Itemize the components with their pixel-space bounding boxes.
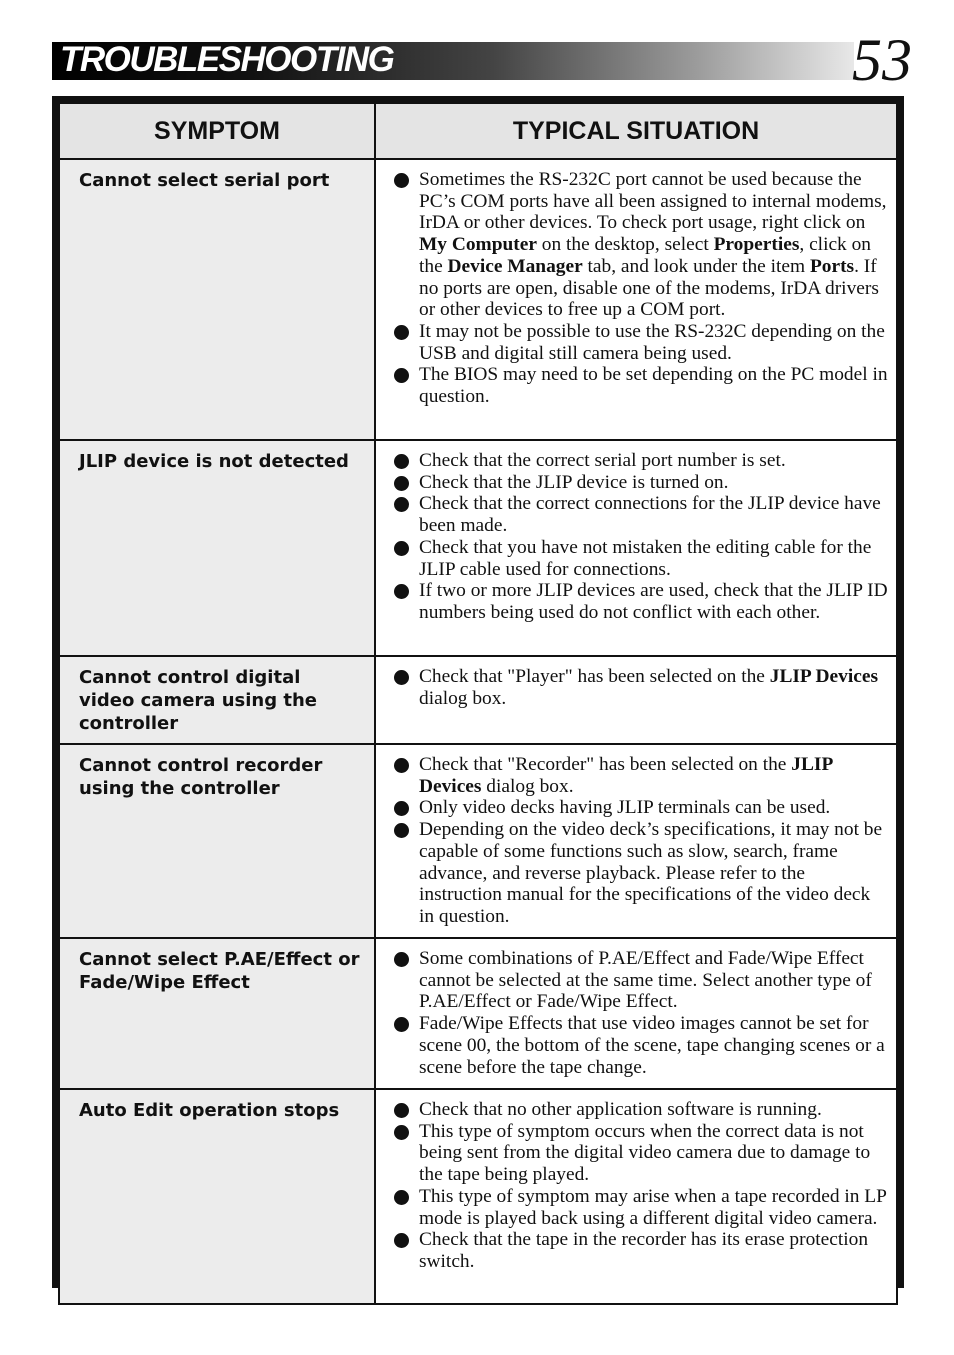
situation-text: . If no ports are open, disable one of the modems, IrDA drivers or other devices to free up a COM port.	[419, 255, 879, 321]
bold-term: Device Manager	[447, 255, 583, 277]
situation-text: dialog box.	[481, 775, 574, 797]
situation-item	[392, 580, 888, 623]
table-row	[59, 1089, 897, 1304]
situation-text: Check that you have not mistaken the editing cable for the JLIP cable used for connections.	[419, 536, 872, 580]
situation-list	[392, 948, 888, 1078]
symptom-cell: Cannot control recorder using the controller	[59, 744, 375, 938]
situation-item	[392, 1013, 888, 1078]
situation-item	[392, 754, 888, 797]
situation-item	[392, 1229, 888, 1272]
bullet-icon	[394, 497, 409, 512]
situation-text: The BIOS may need to be set depending on the PC model in question.	[419, 364, 888, 408]
bullet-icon	[394, 368, 409, 383]
situation-text: on the desktop, select	[536, 234, 714, 256]
situation-text: Check that the tape in the recorder has its erase protection switch.	[419, 1229, 869, 1272]
situation-text: Check that "Recorder" has been selected on the	[419, 754, 792, 775]
situation-item	[392, 450, 888, 472]
situation-item	[392, 493, 888, 536]
bullet-icon	[394, 1190, 409, 1205]
situation-column-header: TYPICAL SITUATION	[375, 103, 897, 159]
situation-cell	[375, 159, 897, 440]
situation-text: This type of symptom occurs when the correct data is not being sent from the digital video camera due to damage to the tape being played.	[419, 1120, 871, 1186]
situation-item	[392, 364, 888, 407]
troubleshooting-table-frame	[52, 96, 904, 1288]
bullet-icon	[394, 823, 409, 838]
situation-list	[392, 169, 888, 408]
table-header-row	[59, 103, 897, 159]
bullet-icon	[394, 476, 409, 491]
situation-item	[392, 169, 888, 321]
bullet-icon	[394, 758, 409, 773]
bullet-icon	[394, 541, 409, 556]
situation-text: tab, and look under the item	[582, 255, 810, 277]
situation-item	[392, 1099, 888, 1121]
page-number: 53	[852, 27, 912, 93]
situation-cell	[375, 440, 897, 656]
bullet-icon	[394, 952, 409, 967]
situation-item	[392, 472, 888, 494]
table-row	[59, 656, 897, 744]
situation-text: Fade/Wipe Effects that use video images cannot be set for scene 00, the bottom of the scene, tape changing scenes or a scene before the tape change.	[419, 1013, 885, 1078]
bullet-icon	[394, 325, 409, 340]
situation-item	[392, 537, 888, 580]
bold-term: JLIP Devices	[769, 666, 878, 687]
bold-term: Properties	[713, 234, 800, 256]
situation-item	[392, 321, 888, 364]
symptom-cell: Cannot control digital video camera using the controller	[59, 656, 375, 744]
situation-item	[392, 819, 888, 928]
bullet-icon	[394, 801, 409, 816]
bullet-icon	[394, 1017, 409, 1032]
situation-cell	[375, 938, 897, 1089]
table-row	[59, 440, 897, 656]
situation-text: Only video decks having JLIP terminals can be used.	[419, 797, 831, 819]
troubleshooting-table	[58, 102, 898, 1305]
symptom-cell: Auto Edit operation stops	[59, 1089, 375, 1304]
bold-term: Ports	[809, 255, 855, 277]
table-row	[59, 744, 897, 938]
bold-term: JLIP Devices	[419, 754, 833, 797]
bullet-icon	[394, 173, 409, 188]
situation-item	[392, 1121, 888, 1186]
situation-text: Check that the JLIP device is turned on.	[419, 471, 729, 493]
table-row	[59, 159, 897, 440]
page-title: TROUBLESHOOTING	[60, 40, 394, 79]
situation-text: Depending on the video deck’s specifications, it may not be capable of some functions such as slow, search, frame advance, and reverse playback. Please refer to the instruction manual for the specifications of the video deck in question.	[419, 819, 883, 927]
situation-list	[392, 1099, 888, 1273]
situation-item	[392, 948, 888, 1013]
symptom-cell: JLIP device is not detected	[59, 440, 375, 656]
situation-list	[392, 666, 888, 709]
bullet-icon	[394, 670, 409, 685]
situation-item	[392, 666, 888, 709]
bullet-icon	[394, 584, 409, 599]
table-row	[59, 938, 897, 1089]
bullet-icon	[394, 1103, 409, 1118]
bold-term: My Computer	[419, 234, 537, 256]
situation-item	[392, 1186, 888, 1229]
situation-text: , click on the	[419, 234, 871, 277]
symptom-cell: Cannot select P.AE/Effect or Fade/Wipe Effect	[59, 938, 375, 1089]
symptom-cell: Cannot select serial port	[59, 159, 375, 440]
situation-text: Sometimes the RS-232C port cannot be used because the PC’s COM ports have all been assigned to internal modems, IrDA or other devices. To check port usage, right click on	[419, 169, 887, 234]
bullet-icon	[394, 1233, 409, 1248]
situation-cell	[375, 656, 897, 744]
table-body	[59, 159, 897, 1304]
situation-text: Check that "Player" has been selected on the	[419, 666, 770, 687]
situation-text: If two or more JLIP devices are used, check that the JLIP ID numbers being used do not conflict with each other.	[419, 580, 888, 623]
situation-item	[392, 797, 888, 819]
situation-text: Check that the correct connections for the JLIP device have been made.	[419, 493, 881, 537]
situation-list	[392, 450, 888, 624]
situation-cell	[375, 744, 897, 938]
bullet-icon	[394, 454, 409, 469]
situation-text: dialog box.	[419, 687, 507, 709]
situation-text: This type of symptom may arise when a tape recorded in LP mode is played back using a different digital video camera.	[419, 1185, 887, 1229]
situation-text: It may not be possible to use the RS-232C depending on the USB and digital still camera being used.	[419, 320, 885, 364]
situation-text: Check that the correct serial port number is set.	[419, 450, 786, 471]
bullet-icon	[394, 1125, 409, 1140]
situation-text: Check that no other application software is running.	[419, 1099, 822, 1120]
situation-cell	[375, 1089, 897, 1304]
symptom-column-header: SYMPTOM	[59, 103, 375, 159]
situation-list	[392, 754, 888, 928]
situation-text: Some combinations of P.AE/Effect and Fade/Wipe Effect cannot be selected at the same time. Select another type of P.AE/Effect or Fade/Wipe Effect.	[419, 948, 872, 1013]
